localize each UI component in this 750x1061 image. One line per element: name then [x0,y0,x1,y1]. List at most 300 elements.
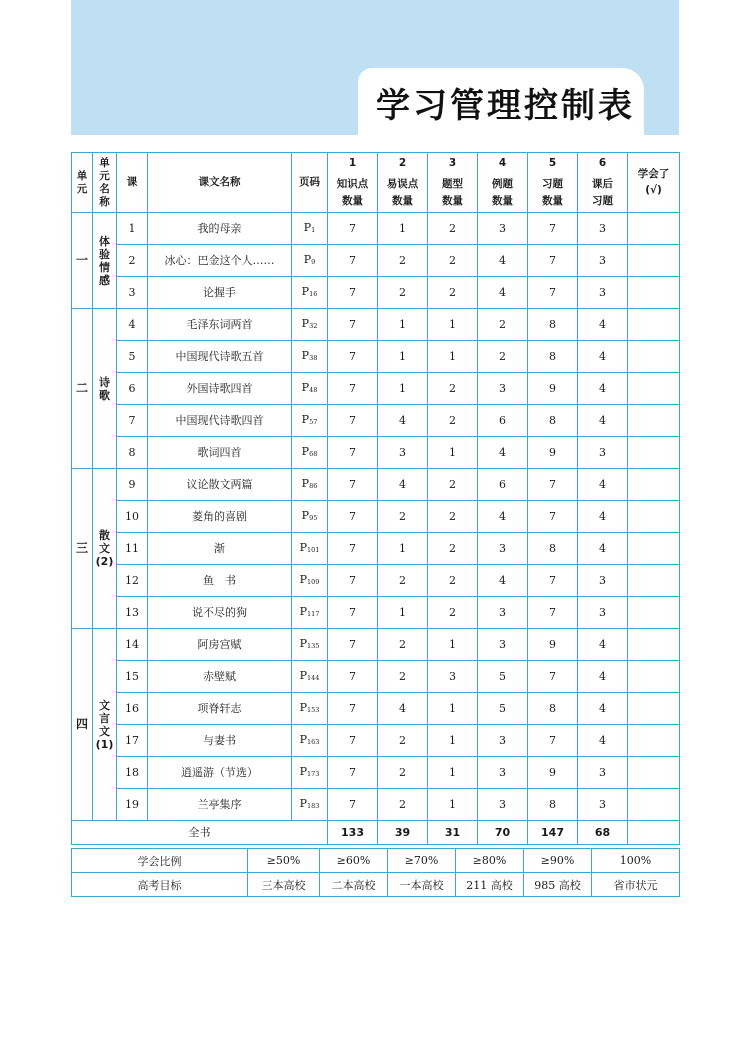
count-cell: 1 [378,597,428,629]
totals-cell: 147 [528,821,578,845]
lesson-row [72,789,680,821]
page-prefix: P [301,348,310,362]
col6-header [578,153,628,213]
lesson-number: 13 [117,597,148,629]
lesson-number: 8 [117,437,148,469]
page-number [292,469,328,501]
count-cell: 1 [428,629,478,661]
page-prefix: P [299,700,307,714]
page-prefix: P [303,252,312,266]
learned-checkbox-cell[interactable] [628,469,680,501]
page-number [292,565,328,597]
lesson-number: 10 [117,501,148,533]
count-cell: 1 [378,341,428,373]
count-cell: 7 [528,469,578,501]
page-subscript: 57 [309,417,318,426]
count-cell: 3 [578,757,628,789]
page-number [292,533,328,565]
col-line1: 例题 [492,178,513,190]
page-prefix: P [299,604,307,618]
col-line1: 知识点 [336,178,369,190]
count-cell: 7 [328,725,378,757]
count-cell: 2 [378,661,428,693]
learned-header [628,153,680,213]
lesson-row [72,469,680,501]
count-cell: 9 [528,437,578,469]
unit-cell: 四 [72,629,93,821]
page-number [292,661,328,693]
lesson-row [72,629,680,661]
count-cell: 1 [428,725,478,757]
learned-checkbox-cell[interactable] [628,437,680,469]
page-title: 学习管理控制表 [376,86,635,126]
col-number: 2 [398,157,407,169]
count-cell: 3 [578,245,628,277]
lesson-number: 5 [117,341,148,373]
count-cell: 3 [478,597,528,629]
count-cell: 3 [428,661,478,693]
learned-checkbox-cell[interactable] [628,789,680,821]
page-prefix: P [299,668,307,682]
count-cell: 9 [528,629,578,661]
lesson-title: 议论散文两篇 [148,469,292,501]
page-subscript: 135 [306,641,320,650]
summary-table [71,848,680,897]
unit-name-header [93,153,117,213]
learned-checkbox-cell[interactable] [628,725,680,757]
lesson-title: 渐 [148,533,292,565]
lesson-row [72,725,680,757]
count-cell: 7 [328,501,378,533]
count-cell: 9 [528,373,578,405]
lesson-row [72,277,680,309]
count-cell: 2 [428,245,478,277]
learned-checkbox-cell[interactable] [628,629,680,661]
page-subscript: 183 [306,801,320,810]
learned-line1: 学会了 [637,168,670,180]
page-subscript: 38 [309,353,318,362]
count-cell: 6 [478,469,528,501]
page-subscript: 101 [306,545,320,554]
col-number: 3 [448,157,457,169]
count-cell: 8 [528,341,578,373]
learned-checkbox-cell[interactable] [628,661,680,693]
count-cell: 3 [478,629,528,661]
count-cell: 2 [428,533,478,565]
lesson-title: 歌词四首 [148,437,292,469]
count-cell: 7 [328,533,378,565]
ratio-row [72,849,680,873]
lesson-number: 18 [117,757,148,789]
learned-checkbox-cell[interactable] [628,565,680,597]
col-line2: 数量 [442,195,463,207]
unit-name-header-char: 称 [99,195,110,208]
count-cell: 1 [428,757,478,789]
count-cell: 4 [578,533,628,565]
page-number [292,341,328,373]
ratio-cell: ≥80% [456,849,524,873]
goal-cell: 985 高校 [524,873,592,897]
lesson-title: 逍遥游（节选） [148,757,292,789]
page-number [292,693,328,725]
count-cell: 4 [578,661,628,693]
page-subscript: 173 [306,769,320,778]
page-prefix: P [301,508,310,522]
page-prefix: P [301,380,310,394]
learned-checkbox-cell[interactable] [628,245,680,277]
ratio-cell: ≥60% [320,849,388,873]
count-cell: 4 [578,373,628,405]
lesson-title: 外国诗歌四首 [148,373,292,405]
ratio-cell: ≥70% [388,849,456,873]
count-cell: 2 [428,501,478,533]
count-cell: 2 [428,565,478,597]
col4-header [478,153,528,213]
page-subscript: 163 [306,737,320,746]
lesson-row [72,533,680,565]
count-cell: 4 [378,405,428,437]
count-cell: 2 [478,341,528,373]
count-cell: 1 [378,373,428,405]
page-number [292,405,328,437]
lesson-title: 中国现代诗歌五首 [148,341,292,373]
page-prefix: P [301,412,310,426]
page-prefix: P [299,764,307,778]
page-subscript: 86 [309,481,318,490]
page-number [292,597,328,629]
lesson-row [72,693,680,725]
count-cell: 3 [578,437,628,469]
count-cell: 2 [428,373,478,405]
lesson-number: 15 [117,661,148,693]
page-subscript: 32 [309,321,318,330]
count-cell: 4 [478,245,528,277]
page-subscript: 48 [309,385,318,394]
count-cell: 3 [578,597,628,629]
page-number [292,437,328,469]
page-prefix: P [299,796,307,810]
count-cell: 4 [478,565,528,597]
col-line1: 题型 [442,178,463,190]
count-cell: 4 [578,469,628,501]
count-cell: 3 [578,789,628,821]
lesson-row [72,245,680,277]
count-cell: 2 [378,565,428,597]
count-cell: 7 [528,597,578,629]
goal-label: 高考目标 [72,873,248,897]
count-cell: 7 [328,789,378,821]
count-cell: 7 [328,693,378,725]
unit-name-char: 感 [99,273,110,287]
count-cell: 4 [578,693,628,725]
learned-checkbox-cell[interactable] [628,757,680,789]
count-cell: 7 [328,437,378,469]
count-cell: 1 [378,213,428,245]
ratio-cell: ≥50% [248,849,320,873]
ratio-label: 学会比例 [72,849,248,873]
unit-name-cell [93,629,117,821]
page-prefix: P [301,316,310,330]
count-cell: 7 [328,245,378,277]
lesson-number: 17 [117,725,148,757]
lesson-row [72,757,680,789]
col-number: 6 [598,157,607,169]
count-cell: 1 [428,693,478,725]
page-prefix: P [299,540,307,554]
goal-cell: 三本高校 [248,873,320,897]
count-cell: 4 [578,725,628,757]
col-number: 1 [348,157,357,169]
col-line2: 数量 [542,195,563,207]
learned-line2: (√) [645,184,662,196]
count-cell: 3 [478,373,528,405]
count-cell: 4 [578,501,628,533]
col-line2: 数量 [342,195,363,207]
col5-header [528,153,578,213]
count-cell: 9 [528,757,578,789]
control-table [71,152,680,845]
lesson-title: 论握手 [148,277,292,309]
col-line1: 课后 [592,178,613,190]
unit-name-char: 情 [99,260,110,274]
count-cell: 2 [378,757,428,789]
page-subscript: 1 [311,225,316,234]
col3-header [428,153,478,213]
page-subscript: 9 [311,257,316,266]
col1-header [328,153,378,213]
unit-name-char: (2) [95,555,114,568]
lesson-name-header: 课文名称 [148,153,292,213]
count-cell: 7 [528,501,578,533]
unit-name-header-char: 元 [99,169,110,182]
page-number [292,789,328,821]
lesson-number: 14 [117,629,148,661]
lesson-row [72,597,680,629]
page-prefix: P [301,444,310,458]
unit-name-header-char: 单 [99,156,110,169]
count-cell: 4 [578,405,628,437]
count-cell: 2 [428,597,478,629]
unit-name-cell [93,469,117,629]
count-cell: 7 [528,213,578,245]
unit-name-char: 文 [99,542,110,555]
learned-checkbox-cell[interactable] [628,341,680,373]
count-cell: 1 [428,309,478,341]
count-cell: 1 [428,789,478,821]
unit-cell: 二 [72,309,93,469]
count-cell: 7 [328,341,378,373]
count-cell: 7 [328,757,378,789]
count-cell: 2 [378,277,428,309]
learned-checkbox-cell[interactable] [628,597,680,629]
count-cell: 3 [478,213,528,245]
lesson-row [72,661,680,693]
totals-cell: 39 [378,821,428,845]
page-number [292,309,328,341]
count-cell: 2 [378,629,428,661]
col-line2: 数量 [492,195,513,207]
page-subscript: 16 [309,289,318,298]
count-cell: 8 [528,405,578,437]
lesson-title: 赤壁赋 [148,661,292,693]
count-cell: 2 [378,725,428,757]
totals-cell: 31 [428,821,478,845]
learned-checkbox-cell[interactable] [628,309,680,341]
ratio-cell: ≥90% [524,849,592,873]
totals-row [72,821,680,845]
count-cell: 8 [528,309,578,341]
totals-learned-cell[interactable] [628,821,680,845]
col-line1: 易误点 [386,178,419,190]
count-cell: 7 [328,405,378,437]
unit-name-char: 歌 [99,388,110,402]
count-cell: 8 [528,693,578,725]
count-cell: 7 [328,213,378,245]
unit-name-cell [93,309,117,469]
title-tab [358,68,644,135]
count-cell: 7 [328,309,378,341]
learned-checkbox-cell[interactable] [628,373,680,405]
page-number [292,725,328,757]
page-subscript: 153 [306,705,320,714]
count-cell: 7 [328,277,378,309]
page-prefix: P [299,732,307,746]
learned-checkbox-cell[interactable] [628,405,680,437]
count-cell: 1 [378,309,428,341]
count-cell: 4 [578,309,628,341]
count-cell: 4 [578,341,628,373]
unit-name-char: (1) [95,737,114,751]
lesson-number: 2 [117,245,148,277]
lesson-row [72,501,680,533]
count-cell: 2 [378,501,428,533]
learned-checkbox-cell[interactable] [628,693,680,725]
learned-checkbox-cell[interactable] [628,277,680,309]
count-cell: 4 [378,469,428,501]
page-prefix: P [301,476,310,490]
col-line1: 习题 [542,178,563,190]
lesson-title: 菱角的喜剧 [148,501,292,533]
learned-checkbox-cell[interactable] [628,533,680,565]
page-number [292,277,328,309]
lesson-row [72,309,680,341]
col2-header [378,153,428,213]
lesson-number: 19 [117,789,148,821]
goal-cell: 211 高校 [456,873,524,897]
learned-checkbox-cell[interactable] [628,213,680,245]
unit-name-cell [93,213,117,309]
totals-label: 全书 [72,821,328,845]
page-header: 页码 [292,153,328,213]
unit-name-char: 言 [99,711,110,725]
count-cell: 4 [378,693,428,725]
lesson-title: 中国现代诗歌四首 [148,405,292,437]
goal-cell: 二本高校 [320,873,388,897]
count-cell: 7 [528,661,578,693]
count-cell: 7 [328,565,378,597]
count-cell: 3 [578,565,628,597]
col-line2: 数量 [392,195,413,207]
count-cell: 5 [478,661,528,693]
page-prefix: P [301,284,310,298]
page-subscript: 144 [306,673,320,682]
count-cell: 8 [528,789,578,821]
lesson-title: 毛泽东词两首 [148,309,292,341]
lesson-row [72,341,680,373]
totals-cell: 133 [328,821,378,845]
lesson-title: 兰亭集序 [148,789,292,821]
lesson-number: 1 [117,213,148,245]
unit-name-char: 散 [99,529,110,542]
count-cell: 3 [478,533,528,565]
count-cell: 1 [428,437,478,469]
lesson-title: 阿房宫赋 [148,629,292,661]
count-cell: 3 [578,277,628,309]
count-cell: 2 [378,789,428,821]
lesson-number: 9 [117,469,148,501]
goal-cell: 一本高校 [388,873,456,897]
lesson-title: 我的母亲 [148,213,292,245]
lesson-title: 鱼 书 [148,565,292,597]
ratio-cell: 100% [592,849,680,873]
count-cell: 5 [478,693,528,725]
count-cell: 3 [478,789,528,821]
count-cell: 7 [328,597,378,629]
col-line2: 习题 [592,195,613,207]
count-cell: 1 [428,341,478,373]
lesson-row [72,437,680,469]
lesson-row [72,405,680,437]
count-cell: 2 [378,245,428,277]
col-number: 4 [498,157,507,169]
count-cell: 7 [328,661,378,693]
page-subscript: 109 [306,577,320,586]
count-cell: 3 [478,757,528,789]
unit-name-header-char: 名 [99,182,110,195]
count-cell: 2 [428,469,478,501]
page-subscript: 68 [309,449,318,458]
goal-cell: 省市状元 [592,873,680,897]
lesson-number: 12 [117,565,148,597]
count-cell: 1 [378,533,428,565]
count-cell: 4 [478,501,528,533]
totals-cell: 68 [578,821,628,845]
page-number [292,213,328,245]
count-cell: 3 [378,437,428,469]
lesson-no-header: 课 [117,153,148,213]
page-prefix: P [303,220,312,234]
lesson-row [72,213,680,245]
lesson-number: 16 [117,693,148,725]
count-cell: 7 [528,245,578,277]
lesson-number: 7 [117,405,148,437]
count-cell: 7 [528,725,578,757]
count-cell: 2 [478,309,528,341]
learned-checkbox-cell[interactable] [628,501,680,533]
unit-cell: 一 [72,213,93,309]
count-cell: 7 [528,277,578,309]
page-number [292,629,328,661]
goal-row [72,873,680,897]
col-number: 5 [548,157,557,169]
count-cell: 4 [578,629,628,661]
lesson-title: 项脊轩志 [148,693,292,725]
header-row [72,153,680,213]
lesson-row [72,565,680,597]
lesson-title: 与妻书 [148,725,292,757]
unit-name-char: 文 [99,698,110,712]
count-cell: 7 [328,373,378,405]
